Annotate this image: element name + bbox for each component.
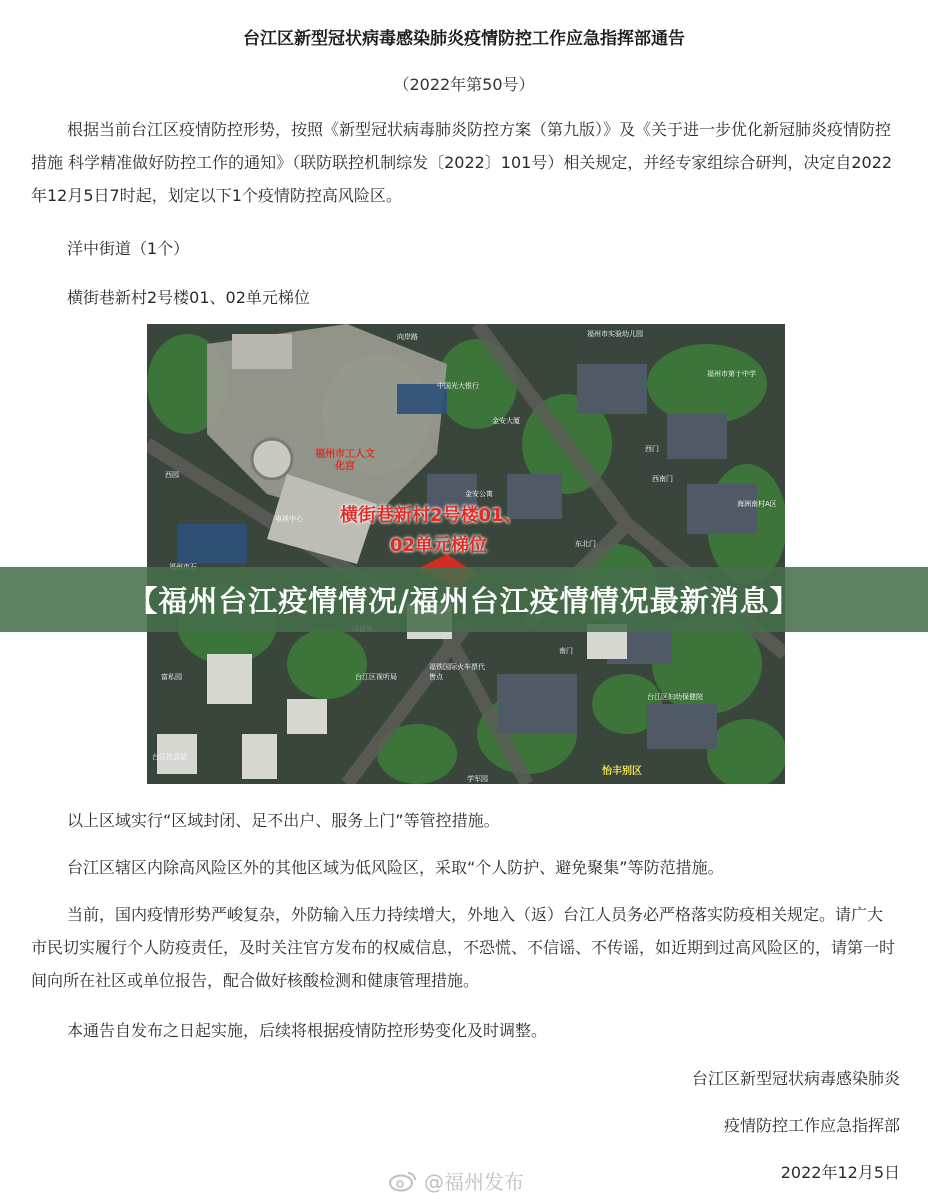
headline-banner	[0, 567, 928, 632]
xuechun-label: 学军园	[467, 775, 488, 783]
private-garden-label: 富私园	[161, 673, 182, 681]
notice-paragraph: 当前，国内疫情形势严峻复杂，外防输入压力持续增大，外地入（返）台江人员务必严格落实防疫相关规定。请广大市民切实履行个人防疫责任，及时关注官方发布的权威信息，不恐慌、不信谣、不传谣，如近期到过高风险区的，请第一时间向所在社区或单位报告，配合做好核酸检测和健康管理措施。	[31, 905, 896, 990]
source-watermark	[388, 1166, 524, 1195]
plaza-label: 福州市工人文化宫	[315, 449, 375, 472]
intro-paragraph: 根据当前台江区疫情防控形势，按照《新型冠状病毒肺炎防控方案（第九版）》及《关于进一步优化新冠肺炎疫情防控措施 科学精准做好防控工作的通知》（联防联控机制综发〔2022〕101号）相关规定，并经专家组综合研判，决定自2022年12月5日7时起，划定以下1个疫情防控高风险区。	[31, 120, 893, 205]
tv-center-label: 电视中心	[275, 515, 303, 523]
kindergarten-label: 福州市实验幼儿园	[587, 330, 643, 338]
notice-title: 台江区新型冠状病毒感染肺炎疫情防控工作应急指挥部通告	[243, 29, 685, 49]
street-name: 洋中街道（1个）	[67, 239, 190, 258]
haizhou-label: 海洲南村A区	[737, 500, 777, 508]
notice-date: 2022年12月5日	[780, 1163, 900, 1182]
south-gate-label: 南门	[559, 647, 573, 655]
jinan-label: 金安大厦	[492, 417, 520, 425]
jinquan-label: 金安公寓	[465, 490, 493, 498]
bank-label: 中国光大银行	[437, 382, 479, 390]
west-park-label: 西园	[165, 471, 179, 479]
hospital-label: 台江区妇幼保健院	[647, 693, 703, 701]
school-label: 福州市第十中学	[707, 370, 756, 378]
map-callout-line1: 横街巷新村2号楼01、	[340, 505, 522, 526]
location-line: 横街巷新村2号楼01、02单元梯位	[67, 288, 310, 307]
weibo-icon	[388, 1170, 418, 1192]
north-gate-label: 西门	[645, 445, 659, 453]
effective-statement: 本通告自发布之日起实施，后续将根据疫情防控形势变化及时调整。	[67, 1021, 548, 1040]
east-gate-label: 东北门	[575, 540, 596, 548]
west-gate-label: 西南门	[652, 475, 673, 483]
social-label: 台江社会站	[152, 753, 187, 761]
satellite-map	[147, 324, 785, 784]
low-risk-measures: 台江区辖区内除高风险区外的其他区域为低风险区，采取“个人防护、避免聚集”等防范措施。	[67, 858, 724, 877]
map-callout-line2: 02单元梯位	[390, 535, 488, 556]
document-number: （2022年第50号）	[393, 75, 535, 94]
train-agent-label: 福铁国际火车票代售点	[429, 663, 485, 681]
high-risk-measures: 以上区域实行“区域封闭、足不出户、服务上门”等管控措施。	[67, 811, 500, 830]
road-label: 向岸路	[397, 333, 418, 341]
taijiang-tv-label: 台江区视听局	[355, 673, 397, 681]
yifeng-label: 怡丰别区	[602, 766, 642, 777]
signature-line1: 台江区新型冠状病毒感染肺炎	[691, 1069, 900, 1088]
headline-text: 【福州台江疫情情况/福州台江疫情情况最新消息】	[128, 584, 800, 618]
watermark-text: @福州发布	[424, 1170, 524, 1194]
signature-line2: 疫情防控工作应急指挥部	[723, 1116, 900, 1135]
